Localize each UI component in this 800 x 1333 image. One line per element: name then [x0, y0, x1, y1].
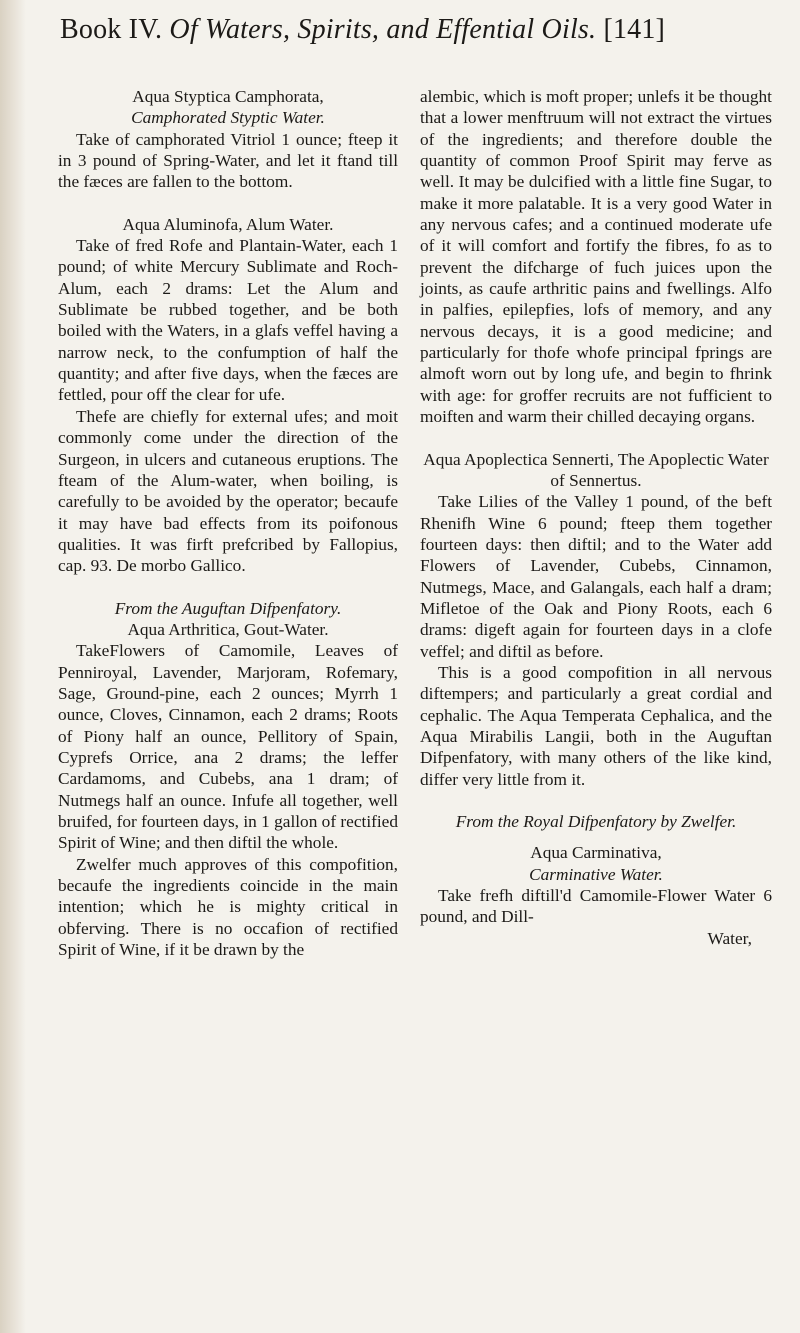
section-title: Aqua Apoplectica Sennerti, The Apoplectic Water of Sennertus. — [423, 449, 769, 490]
section-title: Aqua Carminativa, — [530, 843, 662, 863]
body-paragraph: TakeFlowers of Camomile, Leaves of Penniroyal, Lavender, Marjoram, Rofemary, Sage, Ground-pine, each 2 ounces; Myrrh 1 ounce, Cloves, Cinnamon, each 2 drams; Roots of Piony half an ounce, Pellitory of Spain, Cyprefs Orrice, ana 2 drams; the leffer Cardamoms, and Cubebs, ana 1 dram; of Nutmegs half an ounce. Infufe all together, well bruifed, for fourteen days, in 1 gallon of rectified Spirit of Wine; and then diftil the whole. — [58, 641, 398, 853]
left-column — [58, 86, 398, 960]
body-paragraph: Take of camphorated Vitriol 1 ounce; fteep it in 3 pound of Spring-Water, and let it ftand till the fæces are fallen to the bottom. — [58, 129, 398, 192]
section-subtitle: Camphorated Styptic Water. — [131, 108, 325, 128]
header-of: Of — [169, 14, 198, 45]
section-subtitle: Carminative Water. — [529, 864, 663, 884]
section-title: Aqua Aluminofa, Alum Water. — [122, 214, 334, 234]
body-paragraph: Take of fred Rofe and Plantain-Water, each 1 pound; of white Mercury Sublimate and Roch-Alum, each 2 drams: Let the Alum and Sublimate be rubbed together, and be both boiled with the Waters, in a glafs veffel having a narrow neck, to the confumption of half the quantity; and after five days, when the fæces are fettled, pour off the clear for ufe. — [58, 236, 398, 405]
page-binding-shadow — [0, 0, 26, 1333]
body-paragraph: This is a good compofition in all nervous diftempers; and particularly a great cordial and cephalic. The Aqua Temperata Cephalica, and the Aqua Mirabilis Langii, both in the Auguftan Difpenfatory, with many others of the like kind, differ very little from it. — [420, 662, 772, 789]
body-paragraph: Take frefh diftill'd Camomile-Flower Water 6 pound, and Dill- — [420, 886, 772, 927]
body-paragraph: Take Lilies of the Valley 1 pound, of the beft Rhenifh Wine 6 pound; fteep them together fourteen days: then diftil; and to the Water add Flowers of Lavender, Cubebs, Cinnamon, Nutmegs, Mace, and Galangals, each half a dram; Mifletoe of the Oak and Piony Roots, each 6 drams: digeft again for fourteen days in a clofe veffel; and diftil as before. — [420, 492, 772, 661]
header-page-number: [141] — [603, 14, 666, 45]
catchword: Water, — [707, 928, 752, 948]
body-paragraph: alembic, which is moft proper; unlefs it be thought that a lower menftruum will not extract the virtues of the ingredients; and therefore double the quantity of common Proof Spirit may ferve as well. It may be dulcified with a little fine Sugar, to make it more palatable. It is a very good Water in any nervous cafes; and a continued moderate ufe of it will comfort and fortify the fibres, fo as to prevent the difcharge of fuch juices upon the joints, as caufe arthritic pains and fwellings. Alfo in palfies, epilepfies, lofs of memory, and any nervous decays, it is a good medicine; and particularly for thofe whofe principal fprings are almoft worn out by long ufe, and begin to fhrink with age: for groffer recruits are not fufficient to moiften and warm their chilled decaying organs. — [420, 87, 772, 427]
section-source: From the Auguftan Difpenfatory. — [114, 598, 342, 618]
header-book: Book IV. — [60, 14, 163, 45]
section-title: Aqua Styptica Camphorata, — [132, 87, 324, 106]
running-header — [60, 14, 780, 46]
right-column — [420, 86, 772, 949]
body-paragraph: Thefe are chiefly for external ufes; and moit commonly come under the direction of the Surgeon, in ulcers and cutaneous eruptions. The fteam of the Alum-water, when boiling, is carefully to be avoided by the operator; becaufe it may have bad effects from its poifonous qualities. It was firft prefcribed by Fallopius, cap. 93. De morbo Gallico. — [58, 406, 398, 576]
header-subject: Waters, Spirits, and Effential Oils. — [205, 14, 597, 45]
body-paragraph: Zwelfer much approves of this compofition, becaufe the ingredients coincide in the main intention; which he is mighty critical in obferving. There is no occafion of rectified Spirit of Wine, if it be drawn by the — [58, 854, 398, 960]
section-source: From the Royal Difpenfatory by Zwelfer. — [455, 812, 737, 831]
section-title: Aqua Arthritica, Gout-Water. — [127, 619, 329, 639]
